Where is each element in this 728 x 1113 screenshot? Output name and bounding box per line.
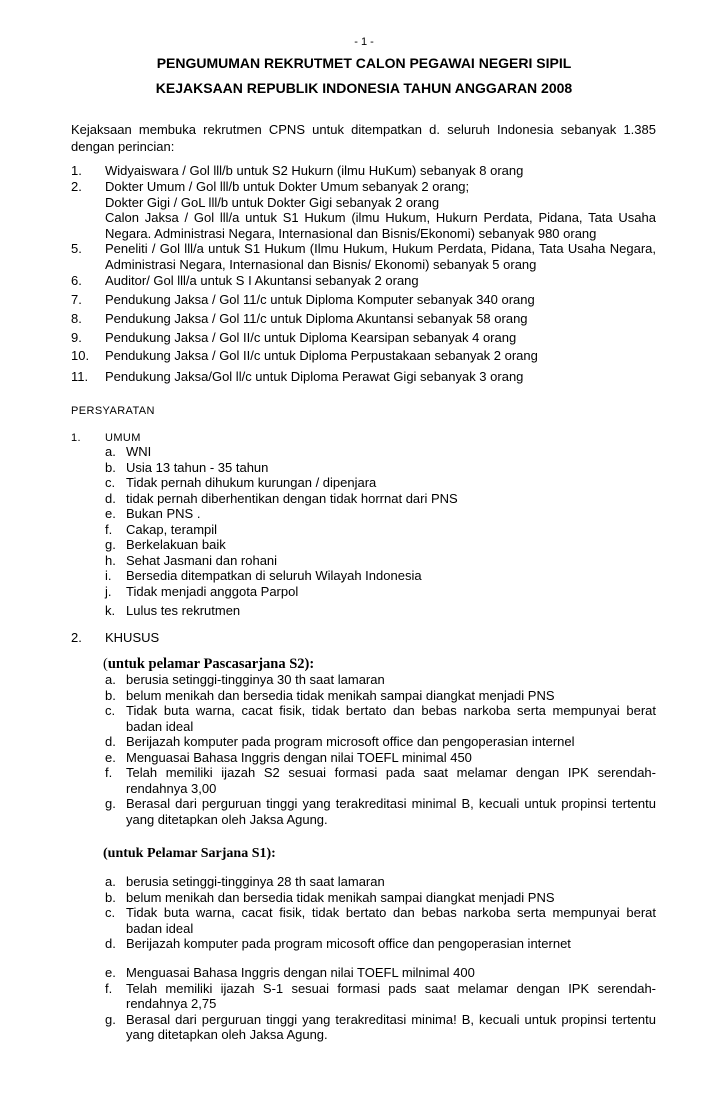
item-text: Usia 13 tahun - 35 tahun xyxy=(126,459,269,475)
list-item xyxy=(105,522,656,538)
formasi-item xyxy=(71,369,656,385)
item-letter: i. xyxy=(105,568,112,583)
formasi-line: Pendukung Jaksa / Gol II/c untuk Diploma Perpustakaan sebanyak 2 orang xyxy=(105,348,538,363)
item-letter: a. xyxy=(105,444,116,459)
list-item xyxy=(105,905,656,936)
persyaratan-heading: PERSYARATAN xyxy=(71,405,155,417)
item-letter: f. xyxy=(105,980,113,996)
item-letter: e. xyxy=(105,506,116,521)
item-text: Menguasai Bahasa Inggris dengan nilai TOEFL minimal 450 xyxy=(126,749,472,765)
item-letter: g. xyxy=(105,1011,116,1027)
s1-list xyxy=(105,874,656,952)
formasi-number: 9. xyxy=(71,330,82,345)
list-item xyxy=(105,750,656,766)
formasi-item xyxy=(71,163,656,179)
item-letter: f. xyxy=(105,765,113,780)
formasi-line: Pendukung Jaksa / Gol 11/c untuk Diploma Akuntansi sebanyak 58 orang xyxy=(105,311,528,326)
item-text: Telah memiliki ijazah S-1 sesuai formasi pads saat melamar dengan IPK serendah-rendahnya 2,75 xyxy=(126,980,656,1011)
intro-paragraph xyxy=(71,121,656,155)
formasi-line: Calon Jaksa / Gol lll/a untuk S1 Hukum (ilmu Hukum, Hukurn Perdata, Pidana, Tata Usaha xyxy=(105,210,656,225)
list-item xyxy=(105,603,656,619)
item-text: belum menikah dan bersedia tidak menikah sampai diangkat menjadi PNS xyxy=(126,889,555,905)
item-text: Tidak buta warna, cacat fisik, tidak bertato dan bebas narkoba serta mempunyai berat badan ideal xyxy=(126,905,656,936)
item-text: Berasal dari perguruan tinggi yang terakreditasi minima! B, kecuali untuk propinsi tertentu yang ditetapkan oleh Jaksa Agung. xyxy=(126,1011,656,1042)
title-line-2: KEJAKSAAN REPUBLIK INDONESIA TAHUN ANGGARAN 2008 xyxy=(155,80,573,96)
list-item xyxy=(105,553,656,569)
formasi-number: 8. xyxy=(71,311,82,326)
item-text: Bersedia ditempatkan di seluruh Wilayah Indonesia xyxy=(126,568,422,583)
khusus-heading: KHUSUS xyxy=(105,630,160,645)
list-item xyxy=(105,965,656,981)
umum-number: 1. xyxy=(71,432,81,444)
list-item xyxy=(105,981,656,1012)
item-letter: h. xyxy=(105,552,116,568)
list-item xyxy=(105,460,656,476)
item-letter: d. xyxy=(105,490,116,506)
formasi-number: 11. xyxy=(71,369,89,384)
item-text: Berijazah komputer pada program micosoft office dan pengoperasian internet xyxy=(126,936,571,951)
formasi-number: 5. xyxy=(71,241,82,256)
item-text: Bukan PNS . xyxy=(126,506,201,521)
list-item xyxy=(105,568,656,584)
khusus-number: 2. xyxy=(71,630,82,645)
list-item xyxy=(105,688,656,704)
formasi-number: 10. xyxy=(71,348,90,363)
item-letter: b. xyxy=(105,459,116,475)
formasi-line: Pendukung Jaksa / Gol 11/c untuk Diploma Komputer sebanyak 340 orang xyxy=(105,292,535,307)
item-letter: g. xyxy=(105,796,116,811)
item-letter: c. xyxy=(105,703,116,718)
list-item xyxy=(105,703,656,734)
item-text: Tidak menjadi anggota Parpol xyxy=(126,583,299,599)
umum-heading: UMUM xyxy=(105,432,141,444)
item-letter: e. xyxy=(105,749,116,765)
item-letter: e. xyxy=(105,965,116,980)
item-letter: k. xyxy=(105,603,116,618)
intro-line-1: Kejaksaan membuka rekrutmen CPNS untuk ditempatkan d. seluruh Indonesia sebanyak 1.385 xyxy=(71,122,656,137)
formasi-item xyxy=(71,179,656,241)
page-number: - 1 - xyxy=(354,36,374,48)
formasi-line: Dokter Gigi / GoL lll/b untuk Dokter Gigi sebanyak 2 orang xyxy=(105,194,440,210)
formasi-line: Auditor/ Gol lll/a untuk S I Akuntansi sebanyak 2 orang xyxy=(105,273,419,288)
item-text: Menguasai Bahasa Inggris dengan nilai TOEFL milnimal 400 xyxy=(126,965,475,980)
s2-heading-text: untuk pelamar Pascasarjana S2): xyxy=(107,656,315,672)
item-text: berusia setinggi-tingginya 30 th saat lamaran xyxy=(126,672,385,687)
formasi-item xyxy=(71,292,656,308)
item-letter: a. xyxy=(105,874,116,889)
formasi-item xyxy=(71,241,656,272)
list-item xyxy=(105,672,656,688)
list-item xyxy=(105,765,656,796)
item-text: Tidak buta warna, cacat fisik, tidak bertato dan bebas narkoba serta mempunyai berat badan ideal xyxy=(126,703,656,734)
list-item xyxy=(105,506,656,522)
formasi-item xyxy=(71,273,656,289)
item-text: berusia setinggi-tingginya 28 th saat lamaran xyxy=(126,874,385,889)
item-letter: b. xyxy=(105,889,116,905)
item-text: Berasal dari perguruan tinggi yang terakreditasi minimal B, kecuali untuk propinsi tertentu yang ditetapkan oleh Jaksa Agung. xyxy=(126,796,656,827)
item-text: Tidak pernah dihukum kurungan / dipenjara xyxy=(126,475,377,490)
item-text: tidak pernah diberhentikan dengan tidak horrnat dari PNS xyxy=(126,490,458,506)
s1-heading: (untuk Pelamar Sarjana S1): xyxy=(103,846,276,861)
list-item xyxy=(105,491,656,507)
item-text: belum menikah dan bersedia tidak menikah sampai diangkat menjadi PNS xyxy=(126,687,555,703)
formasi-line: Peneliti / Gol lll/a untuk S1 Hukum (Ilmu Hukum, Hukum Perdata, Pidana, Tata Usaha Negara, xyxy=(105,241,656,256)
formasi-number: 6. xyxy=(71,273,82,288)
item-letter: d. xyxy=(105,936,116,951)
formasi-item xyxy=(71,330,656,346)
list-item xyxy=(105,1012,656,1043)
s2-heading xyxy=(103,655,314,673)
list-item xyxy=(105,584,656,600)
item-text: Sehat Jasmani dan rohani xyxy=(126,552,278,568)
intro-line-2: dengan perincian: xyxy=(71,139,175,154)
formasi-line: Administrasi Negara, Internasional dan Bisnis/ Ekonomi) sebanyak 5 orang xyxy=(105,256,537,272)
list-item xyxy=(105,936,656,952)
s2-list xyxy=(105,672,656,827)
item-text: Berijazah komputer pada program microsoft office dan pengoperasian internel xyxy=(126,734,575,749)
list-item xyxy=(105,537,656,553)
s1-list-continued xyxy=(105,965,656,1043)
item-text: Telah memiliki ijazah S2 sesuai formasi pada saat melamar dengan IPK serendah-rendahnya 3,00 xyxy=(126,765,656,796)
list-item xyxy=(105,475,656,491)
list-item xyxy=(105,796,656,827)
item-text: WNI xyxy=(126,444,152,459)
list-item xyxy=(105,734,656,750)
list-item xyxy=(105,874,656,890)
item-text: Berkelakuan baik xyxy=(126,537,226,552)
list-item xyxy=(105,890,656,906)
title-line-1: PENGUMUMAN REKRUTMET CALON PEGAWAI NEGERI SIPIL xyxy=(156,55,572,71)
item-letter: a. xyxy=(105,672,116,687)
formasi-number: 2. xyxy=(71,179,82,194)
item-letter: j. xyxy=(105,583,112,599)
item-letter: d. xyxy=(105,734,116,749)
formasi-line: Pendukung Jaksa/Gol ll/c untuk Diploma Perawat Gigi sebanyak 3 orang xyxy=(105,369,524,384)
formasi-number: 1. xyxy=(71,163,82,178)
formasi-item xyxy=(71,348,656,364)
item-letter: c. xyxy=(105,475,116,490)
item-letter: b. xyxy=(105,687,116,703)
s2-heading-paren: ( xyxy=(103,656,108,672)
item-letter: c. xyxy=(105,905,116,920)
umum-list xyxy=(105,444,656,619)
item-text: Cakap, terampil xyxy=(126,521,218,537)
formasi-line: Pendukung Jaksa / Gol II/c untuk Diploma Kearsipan sebanyak 4 orang xyxy=(105,330,517,345)
formasi-line: Negara. Administrasi Negara, Internasional dan Bisnis/Ekonomi) sebanyak 980 orang xyxy=(105,225,597,241)
item-text: Lulus tes rekrutmen xyxy=(126,603,241,618)
formasi-line: Widyaiswara / Gol lll/b untuk S2 Hukurn (ilmu HuKum) sebanyak 8 orang xyxy=(105,163,524,178)
formasi-item xyxy=(71,311,656,327)
formasi-number: 7. xyxy=(71,292,82,307)
formasi-line: Dokter Umum / Gol lll/b untuk Dokter Umum sebanyak 2 orang; xyxy=(105,179,470,194)
item-letter: f. xyxy=(105,521,113,537)
item-letter: g. xyxy=(105,537,116,552)
list-item xyxy=(105,444,656,460)
